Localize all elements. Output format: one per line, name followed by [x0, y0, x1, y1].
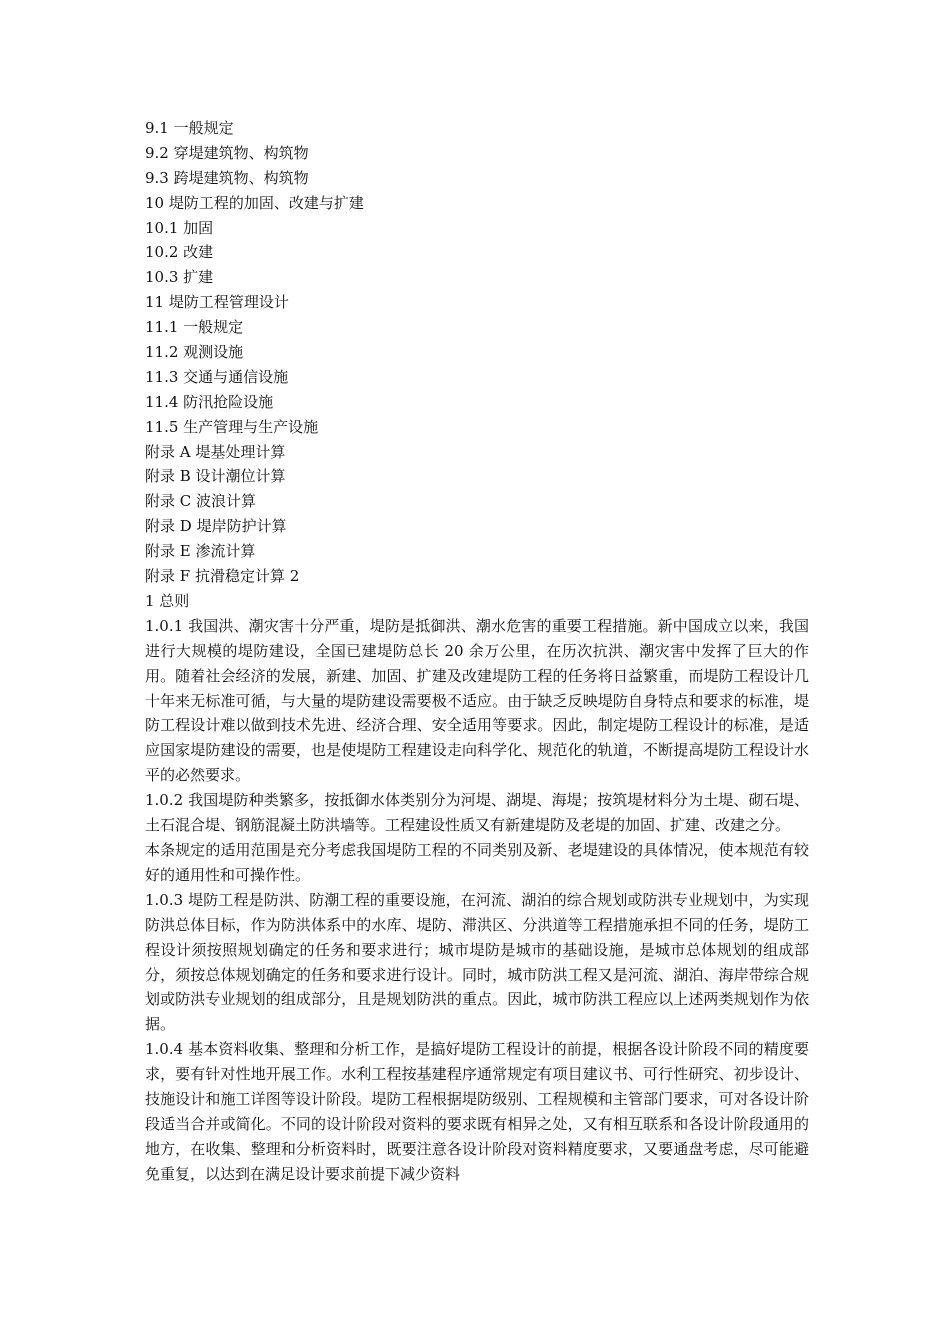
- toc-item-11-5: 11.5 生产管理与生产设施: [145, 417, 319, 436]
- paragraph-1-0-4: 1.0.4 基本资料收集、整理和分析工作，是搞好堤防工程设计的前提，根据各设计阶段不同的精度要求，要有针对性地开展工作。水利工程按基建程序通常规定有项目建议书、可行性研究、初步设计、技施设计和施工详图等设计阶段。堤防工程根据堤防级别、工程规模和主管部门要求，可对各设计阶段适当合并或简化。不同的设计阶段对资料的要求既有相异之处，又有相互联系和各设计阶段通用的地方，在收集、整理和分析资料时，既要注意各设计阶段对资料精度要求，又要通盘考虑，尽可能避免重复，以达到在满足设计要求前提下减少资料: [145, 1040, 809, 1183]
- toc-item-appendix-d: 附录 D 堤岸防护计算: [145, 517, 287, 536]
- document-body: [145, 614, 809, 1187]
- toc-item-appendix-b: 附录 B 设计潮位计算: [145, 467, 286, 486]
- toc-item-appendix-a: 附录 A 堤基处理计算: [145, 442, 286, 461]
- toc-item-11-3: 11.3 交通与通信设施: [145, 367, 289, 386]
- toc-item-10: 10 堤防工程的加固、改建与扩建: [145, 193, 364, 212]
- toc-item-appendix-f: 附录 F 抗滑稳定计算 2: [145, 567, 300, 586]
- paragraph-1-0-3: 1.0.3 堤防工程是防洪、防潮工程的重要设施，在河流、湖泊的综合规划或防洪专业规划中，为实现防洪总体目标，作为防洪体系中的水库、堤防、滞洪区、分洪道等工程措施承担不同的任务，堤防工程设计须按照规划确定的任务和要求进行；城市堤防是城市的基础设施，是城市总体规划的组成部分，须按总体规划确定的任务和要求进行设计。同时，城市防洪工程又是河流、湖泊、海岸带综合规划或防洪专业规划的组成部分，且是规划防洪的重点。因此，城市防洪工程应以上述两类规划作为依据。: [145, 890, 809, 1034]
- paragraph-1-0-2: 1.0.2 我国堤防种类繁多，按抵御水体类别分为河堤、湖堤、海堤；按筑堤材料分为土堤、砌石堤、土石混合堤、钢筋混凝土防洪墙等。工程建设性质又有新建堤防及老堤的加固、扩建、改建之分。: [145, 791, 809, 835]
- toc-item-11-1: 11.1 一般规定: [145, 318, 244, 337]
- toc-item-9-1: 9.1 一般规定: [145, 119, 234, 137]
- toc-item-appendix-e: 附录 E 渗流计算: [145, 542, 256, 561]
- toc-item-9-2: 9.2 穿堤建筑物、构筑物: [145, 143, 309, 162]
- toc-item-10-3: 10.3 扩建: [145, 268, 214, 287]
- toc-item-10-2: 10.2 改建: [145, 243, 214, 262]
- toc-item-appendix-c: 附录 C 波浪计算: [145, 492, 257, 511]
- toc-item-11: 11 堤防工程管理设计: [145, 293, 289, 312]
- paragraph-1-0-1: 1.0.1 我国洪、潮灾害十分严重，堤防是抵御洪、潮水危害的重要工程措施。新中国成立以来，我国进行大规模的堤防建设，全国已建堤防总长 20 余万公里，在历次抗洪、潮灾害中发挥了巨大的作用。随着社会经济的发展，新建、加固、扩建及改建堤防工程的任务将日益繁重，而堤防工程设计几十年来无标准可循，与大量的堤防建设需要极不适应。由于缺乏反映堤防自身特点和要求的标准，堤防工程设计难以做到技术先进、经济合理、安全适用等要求。因此，制定堤防工程设计的标准，是适应国家堤防建设的需要，也是使堤防工程建设走向科学化、规范化的轨道，不断提高堤防工程设计水平的必然要求。: [145, 616, 809, 785]
- section-heading-general: 1 总则: [145, 591, 190, 610]
- toc-item-10-1: 10.1 加固: [145, 218, 214, 237]
- document-page: [145, 116, 809, 1187]
- toc-item-11-4: 11.4 防汛抢险设施: [145, 392, 274, 411]
- paragraph-1-0-2-scope: 本条规定的适用范围是充分考虑我国堤防工程的不同类别及新、老堤建设的具体情况，使本规范有较好的通用性和可操作性。: [145, 840, 809, 884]
- toc-item-9-3: 9.3 跨堤建筑物、构筑物: [145, 168, 309, 187]
- table-of-contents: [145, 116, 809, 614]
- toc-item-11-2: 11.2 观测设施: [145, 343, 244, 362]
